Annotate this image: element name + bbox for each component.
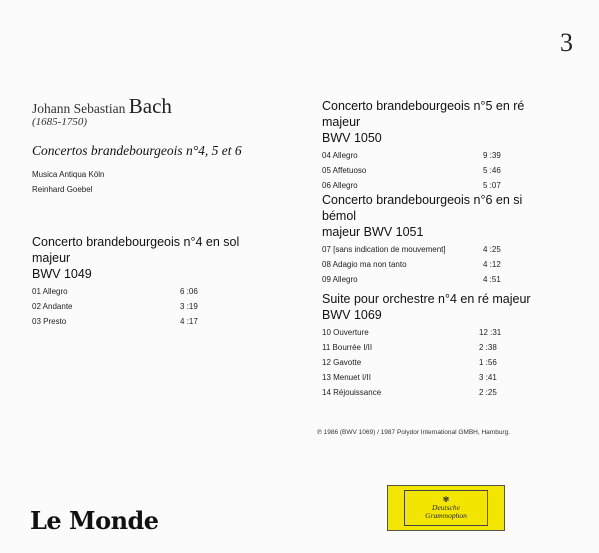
copyright-notice: ℗ 1986 (BWV 1069) / 1987 Polydor International GMBH, Hamburg. xyxy=(317,429,511,436)
track-time: 4 :25 xyxy=(483,245,501,254)
performer-ensemble: Musica Antiqua Köln xyxy=(32,170,105,179)
track-row xyxy=(32,314,262,329)
track-time: 9 :39 xyxy=(483,151,501,160)
track-name: 08 Adagio ma non tanto xyxy=(322,260,407,269)
track-name: 10 Ouverture xyxy=(322,328,369,337)
work-title: Concerto brandebourgeois n°6 en si bémol majeur BWV 1051 xyxy=(322,193,523,239)
track-time: 3 :19 xyxy=(180,302,198,311)
track-row xyxy=(32,284,262,299)
track-time: 5 :07 xyxy=(483,181,501,190)
deutsche-grammophon-logo xyxy=(387,485,505,531)
dg-label-frame xyxy=(404,490,488,526)
track-row xyxy=(322,325,552,340)
work-title: Suite pour orchestre n°4 en ré majeur BWV 1069 xyxy=(322,292,531,322)
track-row xyxy=(322,355,552,370)
track-row xyxy=(322,340,552,355)
track-name: 09 Allegro xyxy=(322,275,358,284)
composer-dates: (1685-1750) xyxy=(32,116,87,128)
track-time: 2 :25 xyxy=(479,388,497,397)
le-monde-logo: Le Monde xyxy=(30,506,159,535)
track-time: 6 :06 xyxy=(180,287,198,296)
composer-surname: Bach xyxy=(128,94,172,118)
track-row xyxy=(322,178,552,193)
track-time: 4 :51 xyxy=(483,275,501,284)
track-time: 4 :17 xyxy=(180,317,198,326)
track-name: 07 [sans indication de mouvement] xyxy=(322,245,446,254)
track-name: 01 Allegro xyxy=(32,287,68,296)
work-title: Concerto brandebourgeois n°5 en ré majeur BWV 1050 xyxy=(322,99,525,145)
track-list xyxy=(322,325,552,400)
track-time: 2 :38 xyxy=(479,343,497,352)
track-name: 06 Allegro xyxy=(322,181,358,190)
performer-conductor: Reinhard Goebel xyxy=(32,185,93,194)
track-row xyxy=(322,370,552,385)
track-name: 05 Affetuoso xyxy=(322,166,367,175)
track-time: 12 :31 xyxy=(479,328,502,337)
work-concerto-4 xyxy=(32,234,262,329)
track-name: 11 Bourrée I/II xyxy=(322,343,373,352)
track-row xyxy=(322,272,552,287)
work-concerto-5 xyxy=(322,98,552,193)
track-name: 14 Réjouissance xyxy=(322,388,382,397)
track-time: 1 :56 xyxy=(479,358,497,367)
track-name: 02 Andante xyxy=(32,302,73,311)
track-row xyxy=(322,385,552,400)
work-concerto-6 xyxy=(322,192,552,287)
album-title: Concertos brandebourgeois n°4, 5 et 6 xyxy=(32,143,242,158)
dg-logo-line2: Grammophon xyxy=(425,511,467,520)
track-time: 4 :12 xyxy=(483,260,501,269)
track-row xyxy=(322,242,552,257)
track-name: 12 Gavotte xyxy=(322,358,362,367)
track-name: 03 Presto xyxy=(32,317,67,326)
track-row xyxy=(322,257,552,272)
track-name: 13 Menuet I/II xyxy=(322,373,371,382)
track-list xyxy=(322,242,552,287)
track-row xyxy=(322,148,552,163)
crown-tulip-icon: ✾ xyxy=(442,495,450,504)
track-row xyxy=(32,299,262,314)
work-suite-4 xyxy=(322,291,552,400)
track-time: 5 :46 xyxy=(483,166,501,175)
track-list xyxy=(322,148,552,193)
track-row xyxy=(322,163,552,178)
track-name: 04 Allegro xyxy=(322,151,358,160)
page-number: 3 xyxy=(560,28,573,57)
dg-logo-line1: Deutsche xyxy=(432,503,460,512)
work-title: Concerto brandebourgeois n°4 en sol majeur BWV 1049 xyxy=(32,235,240,281)
track-list xyxy=(32,284,262,329)
track-time: 3 :41 xyxy=(479,373,497,382)
composer-first-names: Johann Sebastian xyxy=(32,101,126,116)
